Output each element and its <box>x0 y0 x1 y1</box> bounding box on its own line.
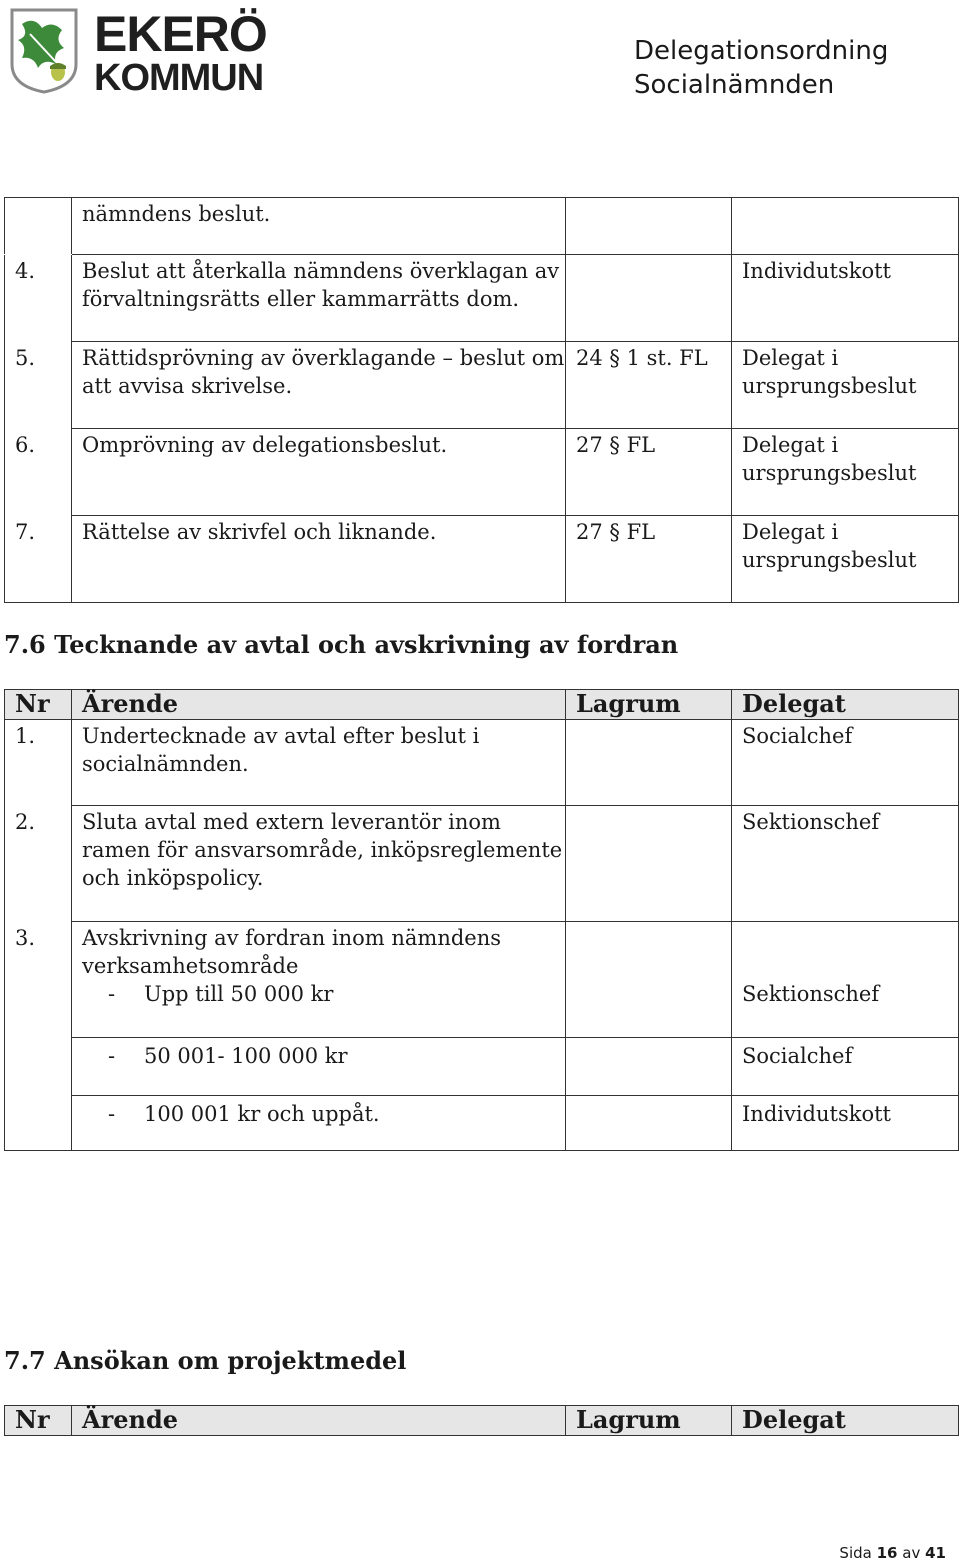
nr-cell: 3. <box>5 922 72 1151</box>
document-title-line2: Socialnämnden <box>634 70 835 100</box>
nr-cell: 6. <box>5 429 72 516</box>
nr-cell: 1. <box>5 720 72 806</box>
dash: - <box>108 1044 116 1068</box>
document-title <box>634 34 888 102</box>
delegation-table-7-7 <box>4 1405 959 1436</box>
delegation-table-7-6 <box>4 689 959 1151</box>
table-row <box>5 720 959 806</box>
lagrum-cell <box>566 255 732 342</box>
lagrum-cell: 27 § FL <box>566 429 732 516</box>
header-nr: Nr <box>5 690 72 720</box>
table-row <box>5 198 959 255</box>
lagrum-cell <box>566 720 732 806</box>
arende-cell <box>72 1096 566 1151</box>
sub-item <box>82 980 565 1008</box>
sub-item-text: 100 001 kr och uppåt. <box>144 1102 380 1126</box>
table-row <box>5 342 959 429</box>
section-heading-7-6: 7.6 Tecknande av avtal och avskrivning av fordran <box>4 630 679 659</box>
delegation-table-continued <box>4 197 959 603</box>
lagrum-cell <box>566 806 732 922</box>
arende-cell: Beslut att återkalla nämndens överklagan av förvaltningsrätts eller kammarrätts dom. <box>72 255 566 342</box>
arende-cell: Rättidsprövning av överklagande – beslut om att avvisa skrivelse. <box>72 342 566 429</box>
nr-cell: 4. <box>5 255 72 342</box>
header-lagrum: Lagrum <box>566 690 732 720</box>
delegat-cell: Delegat i ursprungsbeslut <box>732 516 959 603</box>
logo-text-ekero: EKERÖ <box>94 6 267 62</box>
delegat-cell <box>732 198 959 255</box>
header-lagrum: Lagrum <box>566 1406 732 1436</box>
footer-sida: Sida <box>839 1544 872 1562</box>
table-row <box>5 1038 959 1096</box>
arende-text: Avskrivning av fordran inom nämndens verksamhetsområde <box>82 926 502 978</box>
delegat-cell: Socialchef <box>732 1038 959 1096</box>
footer-page-number: 16 <box>876 1544 898 1562</box>
delegat-cell: Individutskott <box>732 1096 959 1151</box>
table-header-row <box>5 690 959 720</box>
table-row <box>5 806 959 922</box>
footer-page-total: 41 <box>925 1544 946 1562</box>
arende-cell: Rättelse av skrivfel och liknande. <box>72 516 566 603</box>
header-nr: Nr <box>5 1406 72 1436</box>
arende-cell: Undertecknade av avtal efter beslut i socialnämnden. <box>72 720 566 806</box>
delegat-cell: Delegat i ursprungsbeslut <box>732 429 959 516</box>
delegat-cell: Sektionschef <box>732 806 959 922</box>
sub-item-delegat: Sektionschef <box>742 982 880 1006</box>
nr-cell <box>5 198 72 255</box>
lagrum-cell <box>566 198 732 255</box>
arende-cell <box>72 922 566 1038</box>
table-row <box>5 922 959 1038</box>
document-title-line1: Delegationsordning <box>634 36 889 66</box>
lagrum-cell <box>566 1038 732 1096</box>
lagrum-cell <box>566 922 732 1038</box>
header-delegat: Delegat <box>732 690 959 720</box>
arende-cell: nämndens beslut. <box>72 198 566 255</box>
header-delegat: Delegat <box>732 1406 959 1436</box>
delegat-cell: Socialchef <box>732 720 959 806</box>
sub-item-text: Upp till 50 000 kr <box>144 982 334 1006</box>
header-arende: Ärende <box>72 1406 566 1436</box>
table-row <box>5 255 959 342</box>
lagrum-cell: 24 § 1 st. FL <box>566 342 732 429</box>
table-row <box>5 429 959 516</box>
ekero-kommun-logo <box>8 6 268 98</box>
lagrum-cell: 27 § FL <box>566 516 732 603</box>
arende-cell <box>72 1038 566 1096</box>
delegat-cell: Individutskott <box>732 255 959 342</box>
footer-av: av <box>902 1544 921 1562</box>
sub-item-text: 50 001- 100 000 kr <box>144 1044 348 1068</box>
nr-cell: 7. <box>5 516 72 603</box>
arende-cell: Sluta avtal med extern leverantör inom ramen för ansvarsområde, inköpsreglemente och inköpspolicy. <box>72 806 566 922</box>
arende-cell: Omprövning av delegationsbeslut. <box>72 429 566 516</box>
nr-cell: 5. <box>5 342 72 429</box>
table-row <box>5 1096 959 1151</box>
table-header-row <box>5 1406 959 1436</box>
header-arende: Ärende <box>72 690 566 720</box>
delegat-cell: Delegat i ursprungsbeslut <box>732 342 959 429</box>
page-footer <box>839 1544 946 1562</box>
table-row <box>5 516 959 603</box>
nr-cell: 2. <box>5 806 72 922</box>
oak-leaf-shield-icon <box>8 6 80 94</box>
delegat-cell <box>732 922 959 1038</box>
lagrum-cell <box>566 1096 732 1151</box>
logo-text-kommun: KOMMUN <box>94 57 264 99</box>
dash: - <box>108 1102 116 1126</box>
section-heading-7-7: 7.7 Ansökan om projektmedel <box>4 1346 407 1375</box>
dash: - <box>108 982 116 1006</box>
